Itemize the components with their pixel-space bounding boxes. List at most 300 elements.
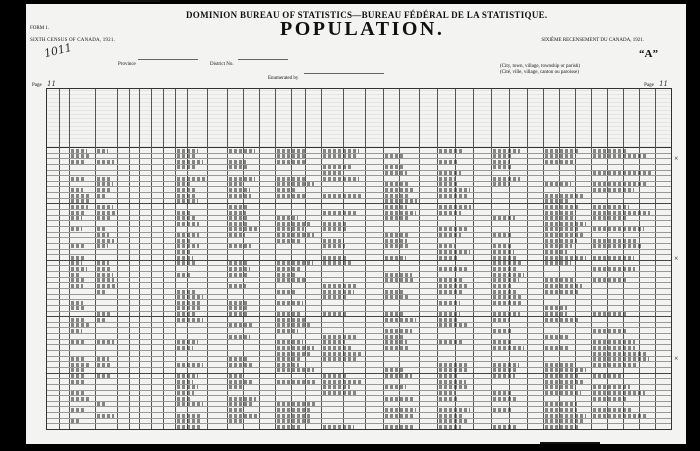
handwritten-entry — [229, 312, 248, 316]
handwritten-entry — [97, 244, 108, 248]
handwritten-entry — [439, 244, 455, 248]
handwritten-entry — [593, 244, 643, 248]
page-left-label-text: Page — [32, 83, 42, 88]
row-divider — [47, 153, 671, 154]
handwritten-entry — [323, 391, 356, 395]
handwritten-entry — [323, 244, 345, 248]
handwritten-entry — [593, 414, 648, 418]
handwritten-entry — [439, 149, 463, 153]
handwritten-entry — [177, 273, 191, 277]
handwritten-entry — [439, 250, 470, 254]
handwritten-entry — [71, 329, 82, 333]
handwritten-entry — [97, 205, 113, 209]
handwritten-entry — [385, 154, 404, 158]
page-right-label-text: Page — [644, 83, 654, 88]
handwritten-entry — [97, 290, 106, 294]
handwritten-entry — [71, 261, 82, 265]
handwritten-entry — [593, 329, 627, 333]
handwritten-entry — [385, 397, 414, 401]
handwritten-entry — [593, 205, 629, 209]
handwritten-entry — [385, 171, 407, 175]
handwritten-entry — [177, 182, 192, 186]
handwritten-entry — [177, 346, 193, 350]
row-divider — [47, 271, 671, 272]
handwritten-entry — [229, 402, 254, 406]
row-divider — [47, 186, 671, 187]
handwritten-entry — [323, 227, 346, 231]
handwritten-entry — [229, 284, 246, 288]
handwritten-entry — [229, 188, 250, 192]
handwritten-entry — [323, 290, 354, 294]
handwritten-entry — [277, 222, 312, 226]
handwritten-entry — [71, 374, 84, 378]
handwritten-entry — [277, 318, 307, 322]
handwritten-entry — [277, 419, 312, 423]
handwritten-entry — [97, 216, 110, 220]
handwritten-entry — [229, 374, 244, 378]
handwritten-entry — [545, 239, 577, 243]
handwritten-entry — [277, 233, 314, 237]
bureau-title: DOMINION BUREAU OF STATISTICS—BUREAU FÉDÉRAL DE LA STATISTIQUE. — [186, 10, 548, 20]
handwritten-entry — [493, 284, 511, 288]
handwritten-entry — [545, 385, 575, 389]
handwritten-entry — [277, 261, 313, 265]
handwritten-entry — [545, 160, 575, 164]
handwritten-entry — [385, 182, 409, 186]
row-divider — [47, 158, 671, 159]
handwritten-entry — [229, 301, 248, 305]
handwritten-entry — [439, 290, 463, 294]
handwritten-entry — [97, 177, 110, 181]
handwritten-entry — [545, 194, 585, 198]
enumerator-name-handwriting — [304, 73, 384, 74]
handwritten-entry — [439, 278, 464, 282]
handwritten-entry — [177, 318, 203, 322]
handwritten-entry — [545, 374, 579, 378]
handwritten-entry — [229, 323, 252, 327]
handwritten-entry — [385, 244, 409, 248]
handwritten-entry — [385, 194, 408, 198]
handwritten-entry — [323, 222, 348, 226]
handwritten-entry — [177, 256, 193, 260]
handwritten-entry — [71, 154, 90, 158]
handwritten-entry — [71, 391, 86, 395]
handwritten-entry — [177, 402, 203, 406]
handwritten-entry — [439, 188, 470, 192]
handwritten-entry — [71, 273, 81, 277]
handwritten-entry — [177, 188, 197, 192]
handwritten-entry — [71, 419, 81, 423]
handwritten-entry — [323, 261, 353, 265]
row-divider — [47, 384, 671, 385]
handwritten-entry — [439, 385, 469, 389]
handwritten-entry — [385, 295, 409, 299]
handwritten-entry — [71, 318, 84, 322]
handwritten-entry — [97, 273, 113, 277]
edge-mark: × — [674, 354, 679, 363]
handwritten-entry — [439, 323, 469, 327]
handwritten-entry — [593, 363, 638, 367]
handwritten-entry — [493, 408, 513, 412]
handwritten-entry — [323, 239, 344, 243]
handwritten-entry — [593, 182, 647, 186]
handwritten-entry — [439, 267, 467, 271]
handwritten-entry — [277, 239, 302, 243]
handwritten-entry — [593, 239, 637, 243]
handwritten-entry — [545, 290, 578, 294]
handwritten-entry — [229, 177, 255, 181]
handwritten-entry — [323, 340, 345, 344]
handwritten-entry — [177, 222, 199, 226]
handwritten-entry — [71, 177, 85, 181]
row-divider — [47, 406, 671, 407]
handwritten-entry — [177, 216, 197, 220]
handwritten-entry — [177, 374, 198, 378]
handwritten-entry — [385, 233, 409, 237]
handwritten-entry — [493, 250, 514, 254]
handwritten-entry — [97, 363, 111, 367]
row-divider — [47, 181, 671, 182]
handwritten-entry — [385, 368, 403, 372]
handwritten-entry — [71, 194, 90, 198]
handwritten-entry — [439, 419, 469, 423]
handwritten-entry — [593, 385, 630, 389]
city-town-label: (City, town, village, township or parish) — [500, 64, 580, 69]
handwritten-entry — [439, 284, 468, 288]
handwritten-entry — [177, 397, 192, 401]
handwritten-entry — [493, 233, 511, 237]
handwritten-entry — [177, 306, 202, 310]
handwritten-entry — [229, 233, 245, 237]
handwritten-entry — [177, 391, 194, 395]
handwritten-entry — [177, 312, 196, 316]
handwritten-entry — [97, 188, 112, 192]
handwritten-entry — [71, 408, 86, 412]
handwritten-entry — [229, 357, 247, 361]
handwritten-entry — [545, 278, 575, 282]
handwritten-entry — [493, 261, 521, 265]
handwritten-entry — [229, 165, 249, 169]
handwritten-entry — [177, 419, 202, 423]
handwritten-entry — [323, 149, 359, 153]
handwritten-entry — [323, 385, 350, 389]
handwritten-entry — [493, 256, 518, 260]
row-divider — [47, 209, 671, 210]
handwritten-entry — [177, 301, 202, 305]
handwritten-entry — [71, 267, 87, 271]
province-label: Province — [118, 62, 136, 67]
handwritten-entry — [177, 244, 199, 248]
handwritten-entry — [493, 363, 519, 367]
handwritten-entry — [177, 160, 203, 164]
row-divider — [47, 277, 671, 278]
handwritten-entry — [323, 374, 348, 378]
handwritten-entry — [593, 216, 627, 220]
row-divider — [47, 401, 671, 402]
handwritten-entry — [177, 261, 196, 265]
edge-mark: × — [674, 154, 679, 163]
handwritten-entry — [71, 211, 84, 215]
handwritten-entry — [277, 340, 303, 344]
row-divider — [47, 361, 671, 362]
handwritten-entry — [545, 346, 570, 350]
handwritten-entry — [545, 402, 577, 406]
handwritten-entry — [323, 177, 359, 181]
handwritten-entry — [177, 340, 198, 344]
handwritten-entry — [439, 171, 461, 175]
handwritten-entry — [277, 182, 314, 186]
scan-speck — [120, 0, 160, 2]
handwritten-entry — [545, 419, 583, 423]
handwritten-entry — [545, 363, 575, 367]
handwritten-entry — [229, 380, 253, 384]
handwritten-entry — [385, 205, 407, 209]
handwritten-entry — [277, 177, 306, 181]
handwritten-entry — [71, 284, 83, 288]
handwritten-entry — [593, 408, 633, 412]
handwritten-entry — [177, 154, 197, 158]
handwritten-entry — [545, 227, 578, 231]
handwritten-entry — [71, 149, 87, 153]
handwritten-entry — [493, 312, 520, 316]
handwritten-entry — [323, 211, 358, 215]
handwritten-entry — [229, 397, 256, 401]
district-label: District No. — [210, 62, 234, 67]
handwritten-entry — [97, 318, 107, 322]
row-divider — [47, 237, 671, 238]
handwritten-entry — [277, 301, 303, 305]
row-divider — [47, 327, 671, 328]
row-divider — [47, 175, 671, 176]
handwritten-entry — [97, 284, 115, 288]
page-title: POPULATION. — [280, 18, 445, 40]
handwritten-entry — [229, 227, 257, 231]
handwritten-entry — [493, 368, 517, 372]
handwritten-entry — [277, 312, 302, 316]
handwritten-entry — [229, 182, 243, 186]
handwritten-entry — [229, 363, 253, 367]
row-divider — [47, 395, 671, 396]
handwritten-entry — [385, 346, 410, 350]
handwritten-entry — [385, 216, 410, 220]
handwritten-entry — [493, 329, 512, 333]
handwritten-entry — [439, 233, 461, 237]
handwritten-entry — [277, 267, 301, 271]
handwritten-entry — [177, 239, 192, 243]
row-divider — [47, 249, 671, 250]
handwritten-entry — [177, 295, 203, 299]
handwritten-entry — [439, 194, 469, 198]
handwritten-entry — [177, 290, 195, 294]
handwritten-entry — [71, 278, 84, 282]
handwritten-entry — [97, 211, 115, 215]
handwritten-entry — [545, 205, 580, 209]
handwritten-entry — [545, 199, 568, 203]
handwritten-entry — [545, 182, 571, 186]
page-label-left — [32, 80, 56, 88]
handwritten-entry — [277, 290, 297, 294]
handwritten-entry — [593, 256, 634, 260]
handwritten-entry — [229, 267, 250, 271]
handwritten-entry — [323, 171, 343, 175]
handwritten-entry — [593, 188, 634, 192]
handwritten-entry — [229, 414, 257, 418]
handwritten-entry — [323, 335, 358, 339]
handwritten-entry — [385, 165, 405, 169]
handwritten-entry — [229, 244, 251, 248]
handwritten-entry — [229, 335, 250, 339]
handwritten-entry — [97, 233, 109, 237]
handwritten-entry — [277, 414, 311, 418]
handwritten-entry — [277, 329, 298, 333]
handwritten-entry — [593, 171, 652, 175]
handwritten-entry — [97, 340, 114, 344]
handwritten-entry — [71, 368, 86, 372]
handwritten-entry — [71, 160, 85, 164]
handwritten-entry — [177, 199, 198, 203]
handwritten-entry — [229, 222, 248, 226]
handwritten-entry — [545, 335, 570, 339]
handwritten-entry — [545, 233, 585, 237]
handwritten-entry — [277, 380, 317, 384]
handwritten-entry — [593, 391, 645, 395]
row-divider — [47, 356, 671, 357]
handwritten-entry — [593, 357, 649, 361]
handwritten-entry — [439, 211, 461, 215]
handwritten-entry — [323, 346, 351, 350]
enumerated-by-label: Enumerated by — [268, 76, 299, 81]
handwritten-entry — [545, 244, 572, 248]
handwritten-entry — [71, 397, 91, 401]
handwritten-entry — [439, 312, 460, 316]
row-divider — [47, 339, 671, 340]
handwritten-entry — [385, 318, 416, 322]
handwritten-entry — [545, 261, 571, 265]
handwritten-entry — [545, 216, 574, 220]
handwritten-entry — [439, 368, 468, 372]
handwritten-entry — [97, 239, 114, 243]
row-divider — [47, 198, 671, 199]
handwritten-entry — [439, 391, 455, 395]
handwritten-entry — [545, 312, 567, 316]
handwritten-entry — [229, 273, 249, 277]
form-label: FORM 1. — [30, 26, 50, 31]
handwritten-entry — [177, 149, 198, 153]
handwritten-entry — [385, 290, 403, 294]
handwritten-entry — [385, 239, 407, 243]
handwritten-entry — [177, 425, 201, 429]
handwritten-entry — [439, 414, 464, 418]
handwritten-entry — [277, 363, 299, 367]
handwritten-entry — [97, 312, 110, 316]
handwritten-entry — [277, 402, 316, 406]
row-divider — [47, 305, 671, 306]
handwritten-entry — [493, 295, 521, 299]
handwritten-entry — [71, 188, 83, 192]
handwritten-entry — [493, 177, 520, 181]
handwritten-entry — [593, 211, 650, 215]
handwritten-entry — [277, 323, 312, 327]
handwritten-entry — [97, 357, 109, 361]
handwritten-entry — [545, 250, 567, 254]
handwritten-entry — [385, 385, 406, 389]
handwritten-entry — [385, 312, 405, 316]
handwritten-entry — [177, 194, 195, 198]
handwritten-entry — [229, 419, 243, 423]
handwritten-entry — [593, 149, 628, 153]
handwritten-entry — [545, 318, 579, 322]
handwritten-entry — [71, 256, 84, 260]
row-divider — [47, 299, 671, 300]
handwritten-entry — [493, 278, 519, 282]
handwritten-entry — [177, 380, 193, 384]
row-divider — [47, 170, 671, 171]
handwritten-entry — [71, 216, 82, 220]
handwritten-entry — [97, 261, 109, 265]
handwritten-entry — [385, 211, 416, 215]
handwritten-entry — [229, 149, 255, 153]
handwritten-entry — [97, 267, 110, 271]
handwritten-entry — [439, 160, 459, 164]
handwritten-entry — [385, 256, 406, 260]
census-title-french: SIXIÈME RECENSEMENT DU CANADA, 1921. — [541, 38, 644, 43]
handwritten-entry — [385, 414, 414, 418]
handwritten-entry — [439, 205, 471, 209]
handwritten-entry — [593, 340, 635, 344]
handwritten-entry — [177, 414, 200, 418]
handwritten-entry — [323, 357, 356, 361]
handwritten-entry — [229, 306, 247, 310]
row-divider — [47, 243, 671, 244]
handwritten-entry — [71, 306, 84, 310]
row-divider — [47, 265, 671, 266]
handwritten-entry — [277, 273, 297, 277]
handwritten-entry — [177, 177, 205, 181]
handwritten-entry — [71, 363, 89, 367]
handwritten-entry — [545, 306, 567, 310]
handwritten-entry — [323, 194, 361, 198]
handwritten-entry — [545, 391, 581, 395]
handwritten-entry — [97, 194, 107, 198]
row-divider — [47, 164, 671, 165]
handwritten-entry — [323, 165, 352, 169]
province-value-handwriting — [138, 59, 198, 60]
handwritten-entry — [229, 211, 246, 215]
handwritten-entry — [439, 227, 468, 231]
handwritten-entry — [71, 301, 83, 305]
handwritten-entry — [493, 149, 520, 153]
schedule-letter: “A” — [639, 48, 658, 60]
row-divider — [47, 333, 671, 334]
handwritten-entry — [277, 160, 305, 164]
handwritten-entry — [439, 301, 460, 305]
handwritten-entry — [277, 352, 312, 356]
handwritten-entry — [277, 408, 312, 412]
handwritten-entry — [229, 408, 243, 412]
handwritten-entry — [439, 408, 470, 412]
handwritten-entry — [593, 278, 626, 282]
handwritten-entry — [593, 312, 626, 316]
corner-handwritten-note: 1011 — [42, 40, 74, 61]
handwritten-entry — [277, 149, 305, 153]
handwritten-entry — [493, 397, 516, 401]
handwritten-entry — [71, 227, 82, 231]
census-sheet — [26, 4, 686, 444]
handwritten-entry — [493, 301, 522, 305]
handwritten-entry — [493, 216, 515, 220]
handwritten-entry — [493, 165, 513, 169]
handwritten-entry — [493, 244, 511, 248]
